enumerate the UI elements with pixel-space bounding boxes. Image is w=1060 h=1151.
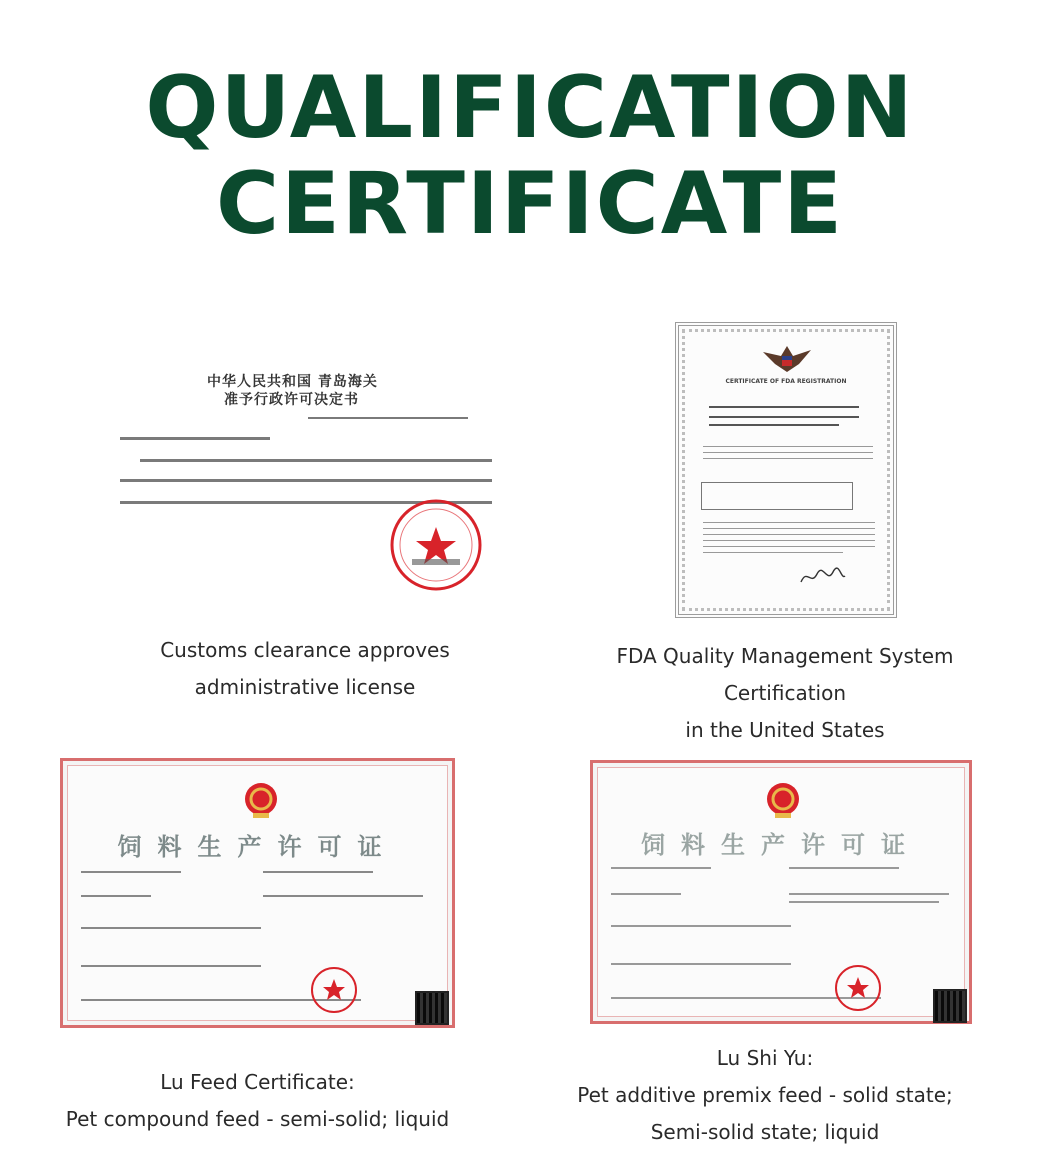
text-line bbox=[140, 459, 492, 462]
heading-line-2: CERTIFICATE bbox=[215, 154, 845, 254]
text-line bbox=[81, 927, 261, 929]
text-line bbox=[703, 540, 875, 541]
text-line bbox=[789, 867, 899, 869]
customs-license-document bbox=[112, 355, 512, 595]
text-line bbox=[611, 893, 681, 895]
text-line bbox=[789, 893, 949, 895]
caption-lu-shi-yu-line-2: Pet additive premix feed - solid state; bbox=[577, 1083, 953, 1107]
signature-icon bbox=[797, 566, 847, 588]
text-line bbox=[81, 965, 261, 967]
text-line bbox=[709, 416, 859, 418]
fda-doc-heading: CERTIFICATE OF FDA REGISTRATION bbox=[725, 378, 847, 385]
caption-lu-shi-yu bbox=[560, 1040, 970, 1151]
qr-code-icon bbox=[933, 989, 967, 1023]
caption-lu-feed-line-2: Pet compound feed - semi-solid; liquid bbox=[65, 1107, 450, 1131]
text-line bbox=[611, 925, 791, 927]
text-line bbox=[611, 867, 711, 869]
lu-shi-yu-licence-title: 饲料生产许可证 bbox=[641, 831, 921, 859]
caption-lu-shi-yu-line-1: Lu Shi Yu: bbox=[716, 1046, 814, 1070]
eagle-emblem-icon bbox=[761, 342, 813, 374]
caption-lu-shi-yu-line-3: Semi-solid state; liquid bbox=[650, 1120, 880, 1144]
caption-customs bbox=[130, 632, 480, 706]
text-line bbox=[263, 871, 373, 873]
lu-feed-licence-document bbox=[60, 758, 455, 1028]
text-line bbox=[308, 417, 468, 419]
red-seal-icon bbox=[388, 497, 484, 593]
customs-doc-heading-1: 中华人民共和国 青岛海关 bbox=[207, 374, 378, 390]
red-seal-icon bbox=[833, 963, 883, 1013]
text-line bbox=[703, 458, 873, 459]
heading-line-1: QUALIFICATION bbox=[145, 58, 915, 158]
customs-doc-heading-2: 准予行政许可决定书 bbox=[224, 392, 359, 408]
national-emblem-icon bbox=[243, 781, 279, 819]
text-line bbox=[703, 452, 873, 453]
text-line bbox=[263, 895, 423, 897]
text-line bbox=[120, 479, 492, 482]
caption-fda bbox=[555, 638, 1015, 749]
text-line bbox=[703, 552, 843, 553]
caption-customs-line-1: Customs clearance approves bbox=[160, 638, 450, 662]
text-line bbox=[703, 446, 873, 447]
fda-certificate-document bbox=[675, 322, 897, 618]
caption-lu-feed bbox=[60, 1064, 455, 1138]
text-line bbox=[703, 528, 875, 529]
text-line bbox=[81, 895, 151, 897]
caption-fda-line-2: in the United States bbox=[685, 718, 885, 742]
text-line bbox=[120, 437, 270, 440]
lu-feed-licence-title: 饲料生产许可证 bbox=[117, 833, 398, 861]
text-line bbox=[81, 871, 181, 873]
qr-code-icon bbox=[415, 991, 449, 1025]
national-emblem-icon bbox=[765, 781, 801, 819]
caption-customs-line-2: administrative license bbox=[194, 675, 416, 699]
text-line bbox=[703, 534, 875, 535]
text-line bbox=[703, 522, 875, 523]
text-line bbox=[611, 963, 791, 965]
text-line bbox=[789, 901, 939, 903]
lu-shi-yu-licence-document bbox=[590, 760, 972, 1024]
caption-fda-line-1: FDA Quality Management System Certification bbox=[616, 644, 954, 705]
text-line bbox=[703, 546, 875, 547]
registration-table bbox=[701, 482, 853, 510]
text-line bbox=[709, 424, 839, 426]
red-seal-icon bbox=[309, 965, 359, 1015]
text-line bbox=[709, 406, 859, 408]
caption-lu-feed-line-1: Lu Feed Certificate: bbox=[160, 1070, 355, 1094]
